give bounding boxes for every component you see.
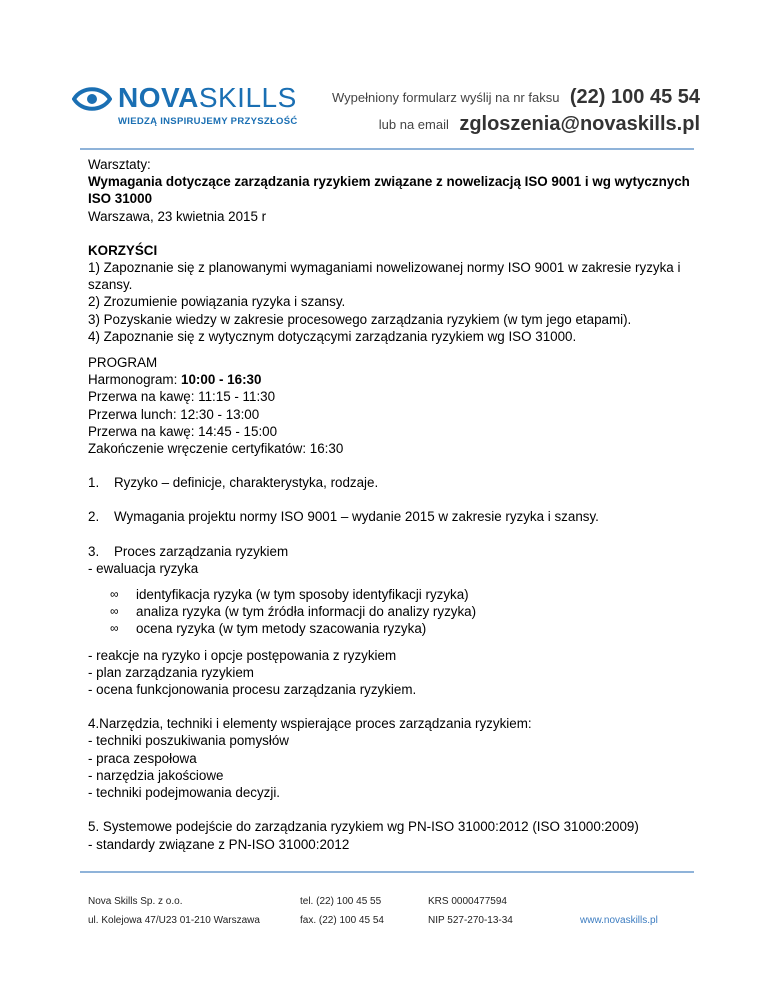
item4-line: - praca zespołowa <box>88 750 197 766</box>
item3-line: - ocena funkcjonowania procesu zarządzania ryzykiem. <box>88 682 417 698</box>
footer-divider <box>80 871 694 873</box>
benefit-item: 2) Zrozumienie powiązania ryzyka i szansy. <box>88 294 346 310</box>
item4-line: - narzędzia jakościowe <box>88 767 224 783</box>
break-line: Przerwa na kawę: 11:15 - 11:30 <box>88 389 276 405</box>
date-place: Warszawa, 23 kwietnia 2015 r <box>88 208 267 224</box>
item3-subheading: - ewaluacja ryzyka <box>88 560 199 576</box>
item3-line: - reakcje na ryzyko i opcje postępowania z ryzykiem <box>88 647 397 663</box>
infinity-bullet-icon: ∞ <box>110 621 119 636</box>
workshop-label: Warsztaty: <box>88 157 151 172</box>
header-divider <box>80 148 694 150</box>
item-number: 2. <box>88 509 100 525</box>
benefits-heading: KORZYŚCI <box>88 242 158 258</box>
fax-contact <box>332 86 700 109</box>
list-item: ∞ identyfikacja ryzyka (w tym sposoby identyfikacji ryzyka) <box>110 587 469 603</box>
infinity-bullet-icon: ∞ <box>110 604 119 619</box>
schedule-label: Harmonogram: <box>88 372 182 388</box>
footer-tel: tel. (22) 100 45 55 <box>300 896 382 907</box>
item3-line: - plan zarządzania ryzykiem <box>88 664 254 680</box>
document-body <box>88 156 698 853</box>
logo-tagline: WIEDZĄ INSPIRUJEMY PRZYSZŁOŚĆ <box>118 116 298 127</box>
benefit-item: 3) Pozyskanie wiedzy w zakresie procesowego zarządzania ryzykiem (w tym jego etapami). <box>88 311 632 327</box>
fax-number: (22) 100 45 54 <box>569 86 700 108</box>
eye-logo-icon <box>72 84 112 114</box>
break-line: Przerwa na kawę: 14:45 - 15:00 <box>88 423 278 439</box>
footer-registry <box>428 892 513 930</box>
item-number: 3. <box>88 543 100 559</box>
item-text: Wymagania projektu normy ISO 9001 – wydanie 2015 w zakresie ryzyka i szansy. <box>114 509 599 525</box>
company-name: Nova Skills Sp. z o.o. <box>88 896 183 907</box>
list-item: ∞ ocena ryzyka (w tym metody szacowania ryzyka) <box>110 621 427 637</box>
item-number: 1. <box>88 475 100 491</box>
program-heading: PROGRAM <box>88 355 158 371</box>
company-address: ul. Kolejowa 47/U23 01-210 Warszawa <box>88 915 260 926</box>
footer-phones <box>300 892 384 930</box>
item4-line: - techniki poszukiwania pomysłów <box>88 733 289 749</box>
email-label: lub na email <box>378 117 449 132</box>
website-link[interactable]: www.novaskills.pl <box>580 915 658 926</box>
program-item-3 <box>88 543 698 560</box>
risk-evaluation-list <box>88 586 698 638</box>
logo-wordmark: NOVASKILLS <box>118 82 297 113</box>
program-item-1 <box>88 474 698 491</box>
schedule-time: 10:00 - 16:30 <box>181 372 262 388</box>
benefit-item: 4) Zapoznanie się z wytycznym dotyczącymi zarządzania ryzykiem wg ISO 31000. <box>88 328 577 344</box>
email-contact <box>379 113 700 136</box>
list-item: ∞ analiza ryzyka (w tym źródła informacji do analizy ryzyka) <box>110 604 477 620</box>
page-footer <box>0 880 768 940</box>
footer-company <box>88 892 260 930</box>
infinity-bullet-icon: ∞ <box>110 587 119 602</box>
benefit-item: 1) Zapoznanie się z planowanymi wymaganiami nowelizowanej normy ISO 9001 w zakresie ryzyka i szansy. <box>88 260 681 293</box>
fax-label: Wypełniony formularz wyślij na nr faksu <box>331 90 560 105</box>
program-item-4-title: 4.Narzędzia, techniki i elementy wspierające proces zarządzania ryzykiem: <box>88 716 532 732</box>
item-text: Ryzyko – definicje, charakterystyka, rodzaje. <box>114 475 379 491</box>
schedule-line <box>88 371 698 388</box>
item-text: Proces zarządzania ryzykiem <box>114 543 289 559</box>
program-item-2 <box>88 508 698 525</box>
program-item-5-title: 5. Systemowe podejście do zarządzania ryzykiem wg PN-ISO 31000:2012 (ISO 31000:2009) <box>88 819 639 835</box>
item4-line: - techniki podejmowania decyzji. <box>88 785 281 801</box>
footer-krs: KRS 0000477594 <box>428 896 507 907</box>
novaskills-logo <box>72 84 312 134</box>
footer-fax: fax. (22) 100 45 54 <box>300 915 384 926</box>
page-header <box>0 0 768 150</box>
break-line: Zakończenie wręczenie certyfikatów: 16:30 <box>88 441 344 457</box>
item5-line: - standardy związane z PN-ISO 31000:2012 <box>88 836 350 852</box>
footer-nip: NIP 527-270-13-34 <box>428 915 513 926</box>
workshop-title: Wymagania dotyczące zarządzania ryzykiem związane z nowelizacją ISO 9001 i wg wytycznych ISO 31000 <box>88 174 690 207</box>
break-line: Przerwa lunch: 12:30 - 13:00 <box>88 406 260 422</box>
email-address[interactable]: zgloszenia@novaskills.pl <box>459 113 700 135</box>
